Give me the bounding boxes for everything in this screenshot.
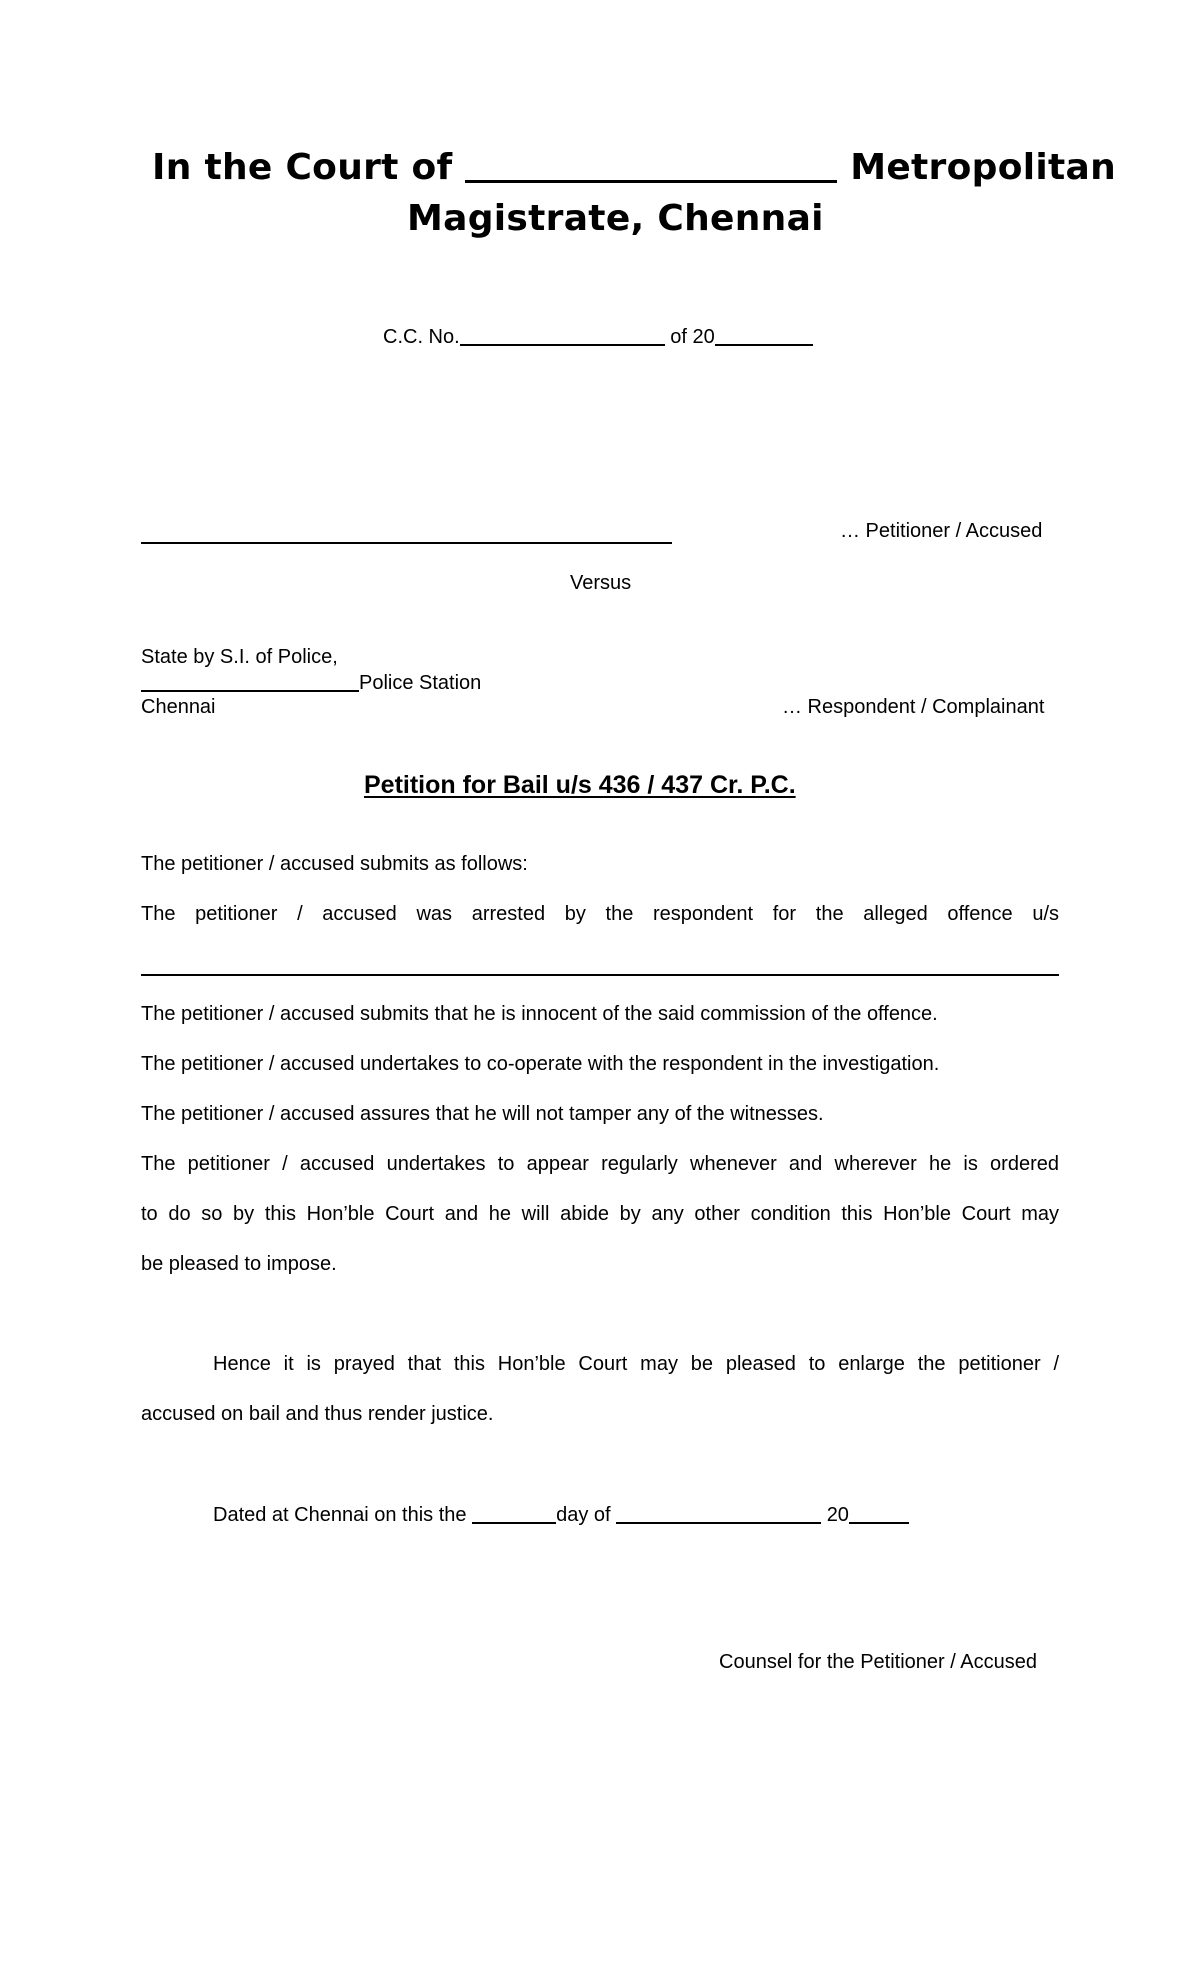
innocence-paragraph: The petitioner / accused submits that he is innocent of the said commission of the offence. <box>141 1003 938 1025</box>
dated-line <box>213 1502 909 1527</box>
petition-heading: Petition for Bail u/s 436 / 437 Cr. P.C. <box>364 771 796 799</box>
court-title-suffix: Metropolitan <box>850 147 1117 188</box>
court-name-blank[interactable] <box>465 150 837 183</box>
arrest-paragraph: The petitioner / accused was arrested by the respondent for the alleged offence u/s <box>141 903 1059 925</box>
police-station-label: Police Station <box>359 672 482 694</box>
prayer-paragraph-line1: Hence it is prayed that this Hon’ble Court may be pleased to enlarge the petitioner / <box>213 1353 1059 1375</box>
dated-day-of: day of <box>556 1504 611 1526</box>
counsel-signature: Counsel for the Petitioner / Accused <box>719 1651 1037 1673</box>
petitioner-role: … Petitioner / Accused <box>840 520 1043 542</box>
respondent-line3: Chennai <box>141 696 216 718</box>
cooperation-paragraph: The petitioner / accused undertakes to co-operate with the respondent in the investigation. <box>141 1053 940 1075</box>
cc-year-blank[interactable] <box>715 324 813 346</box>
court-title-line2 <box>407 194 824 244</box>
prayer-paragraph-line2: accused on bail and thus render justice. <box>141 1403 494 1425</box>
appearance-paragraph-line1: The petitioner / accused undertakes to appear regularly whenever and wherever he is ordered <box>141 1153 1059 1175</box>
police-station-blank[interactable] <box>141 670 359 692</box>
case-number-line <box>383 324 813 349</box>
court-title-line1 <box>152 143 1116 193</box>
dated-year-prefix: 20 <box>826 1504 849 1526</box>
appearance-paragraph-line3: be pleased to impose. <box>141 1253 337 1275</box>
cc-no-blank[interactable] <box>460 324 665 346</box>
court-title-prefix: In the Court of <box>152 147 453 188</box>
dated-day-blank[interactable] <box>472 1502 556 1524</box>
petitioner-name-blank[interactable] <box>141 542 672 544</box>
respondent-role: … Respondent / Complainant <box>782 696 1045 718</box>
court-title-location: Magistrate, Chennai <box>407 198 824 239</box>
versus-label: Versus <box>570 572 632 594</box>
offence-section-blank[interactable] <box>141 974 1059 976</box>
dated-month-blank[interactable] <box>616 1502 821 1524</box>
dated-prefix: Dated at Chennai on this the <box>213 1504 467 1526</box>
appearance-paragraph-line2: to do so by this Hon’ble Court and he will abide by any other condition this Hon’ble Court may <box>141 1203 1059 1225</box>
cc-of-label: of 20 <box>670 326 715 348</box>
witnesses-paragraph: The petitioner / accused assures that he will not tamper any of the witnesses. <box>141 1103 824 1125</box>
cc-no-label: C.C. No. <box>383 326 460 348</box>
respondent-line2 <box>141 670 481 695</box>
petition-intro: The petitioner / accused submits as follows: <box>141 853 528 875</box>
dated-year-blank[interactable] <box>849 1502 909 1524</box>
respondent-line1: State by S.I. of Police, <box>141 646 338 668</box>
